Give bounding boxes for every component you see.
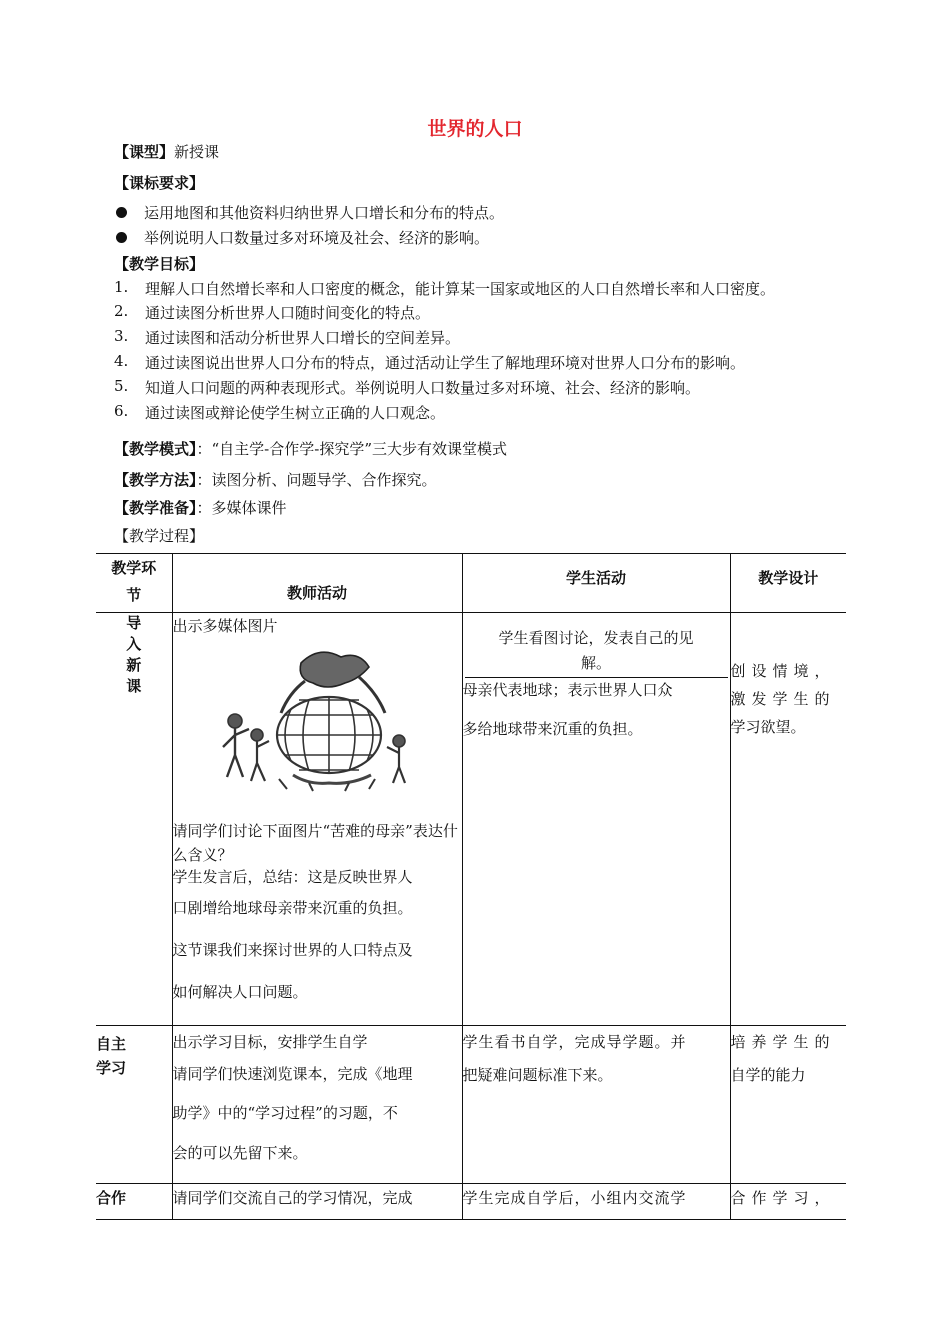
teacher-cell — [172, 1184, 462, 1220]
table-header-row — [96, 554, 846, 613]
process-table — [96, 553, 846, 1220]
objective-item — [114, 278, 128, 296]
table-row — [96, 1184, 846, 1220]
design-cell — [730, 613, 846, 1026]
student-cell — [462, 613, 730, 1026]
mode-value: ：“自主学-合作学-探究学”三大步有效课堂模式 — [196, 440, 507, 458]
design-line: 激发学生的 — [730, 690, 836, 708]
stage-cell — [96, 1026, 172, 1184]
student-line: 学生看图讨论，发表自己的见 — [498, 629, 694, 647]
mode-label: 【教学模式】 — [114, 440, 197, 458]
method-label: 【教学方法】 — [114, 471, 197, 489]
design-line: 自学的能力 — [730, 1066, 806, 1084]
teacher-line: 出示学习目标，安排学生自学 — [172, 1033, 368, 1051]
table-row — [96, 1026, 846, 1184]
teacher-line: 请同学们快速浏览课本，完成《地理 — [172, 1065, 413, 1083]
teacher-cell — [172, 1026, 462, 1184]
stage-text: 自主 — [96, 1035, 127, 1053]
lesson-type-label: 【课型】 — [114, 143, 175, 161]
prep-value: ：多媒体课件 — [196, 499, 287, 517]
student-line: 把疑难问题标准下来。 — [462, 1066, 613, 1084]
objective-num: 3. — [114, 327, 129, 345]
design-line: 合作学习， — [730, 1189, 836, 1207]
student-line: 学生完成自学后，小组内交流学 — [462, 1189, 687, 1207]
objective-item — [114, 402, 128, 420]
student-cell — [462, 1026, 730, 1184]
bullet-icon — [116, 207, 127, 218]
standard-item: 运用地图和其他资料归纳世界人口增长和分布的特点。 — [144, 204, 505, 222]
teacher-line: 请同学们讨论下面图片“苦难的母亲”表达什么含义？ — [172, 822, 458, 864]
objective-num: 2. — [114, 302, 129, 320]
design-cell — [730, 1184, 846, 1220]
design-cell — [730, 1026, 846, 1184]
objective-text: 知道人口问题的两种表现形式。举例说明人口数量过多对环境、社会、经济的影响。 — [145, 379, 701, 397]
standard-item: 举例说明人口数量过多对环境及社会、经济的影响。 — [144, 229, 490, 247]
teacher-line: 助学》中的“学习过程”的习题，不 — [172, 1104, 398, 1122]
stage-char: 导 — [126, 614, 142, 632]
stage-text: 合作 — [96, 1189, 127, 1207]
header-stage-line: 教学环 — [111, 559, 157, 577]
student-line: 母亲代表地球；表示世界人口众 — [462, 681, 673, 699]
teacher-line: 学生发言后，总结：这是反映世界人 — [172, 868, 413, 886]
stage-cell — [96, 1184, 172, 1220]
teacher-line: 这节课我们来探讨世界的人口特点及 — [172, 941, 413, 959]
objective-text: 通过读图说出世界人口分布的特点，通过活动让学生了解地理环境对世界人口分布的影响。 — [145, 354, 746, 372]
teacher-line: 出示多媒体图片 — [172, 617, 278, 635]
teacher-line: 口剧增给地球母亲带来沉重的负担。 — [172, 899, 413, 917]
teacher-line: 如何解决人口问题。 — [172, 983, 308, 1001]
header-stage-line: 节 — [126, 586, 142, 604]
objective-text: 通过读图或辩论使学生树立正确的人口观念。 — [145, 404, 446, 422]
prep-line — [114, 497, 287, 518]
suffering-mother-illustration — [209, 643, 409, 793]
teacher-line: 会的可以先留下来。 — [172, 1144, 308, 1162]
objective-text: 理解人口自然增长率和人口密度的概念，能计算某一国家或地区的人口自然增长率和人口密度。 — [145, 280, 776, 298]
lesson-type-value: 新授课 — [174, 143, 220, 161]
design-line: 培养学生的 — [730, 1033, 836, 1051]
page-title: 世界的人口 — [427, 118, 523, 140]
student-line: 学生看书自学，完成导学题。并 — [462, 1033, 687, 1051]
objective-text: 通过读图和活动分析世界人口增长的空间差异。 — [145, 329, 461, 347]
objectives-label: 【教学目标】 — [114, 255, 205, 273]
student-cell — [462, 1184, 730, 1220]
stage-text: 学习 — [96, 1059, 127, 1077]
stage-char: 新 — [126, 656, 142, 674]
header-student: 学生活动 — [462, 554, 730, 613]
mode-line — [114, 438, 507, 459]
objective-num: 6. — [114, 402, 129, 420]
table-row — [96, 613, 846, 1026]
method-line — [114, 469, 437, 490]
header-stage — [96, 554, 172, 613]
objective-text: 通过读图分析世界人口随时间变化的特点。 — [145, 304, 431, 322]
stage-cell — [96, 613, 172, 1026]
objective-num: 4. — [114, 352, 129, 370]
process-label: 【教学过程】 — [114, 527, 205, 545]
header-design: 教学设计 — [730, 554, 846, 613]
prep-label: 【教学准备】 — [114, 499, 197, 517]
bullet-icon — [116, 232, 127, 243]
stage-char: 课 — [126, 677, 142, 695]
header-teacher: 教师活动 — [172, 554, 462, 613]
stage-char: 入 — [126, 635, 142, 653]
objective-item — [114, 327, 128, 345]
objective-item — [114, 352, 128, 370]
teacher-line: 请同学们交流自己的学习情况，完成 — [172, 1189, 413, 1207]
method-value: ：读图分析、问题导学、合作探究。 — [196, 471, 437, 489]
teacher-cell — [172, 613, 462, 1026]
objective-item — [114, 302, 128, 320]
standards-label: 【课标要求】 — [114, 174, 205, 192]
lesson-type-line — [114, 141, 219, 162]
design-line: 学习欲望。 — [730, 718, 806, 736]
student-box — [465, 625, 728, 678]
objective-num: 1. — [114, 278, 129, 296]
objective-item — [114, 377, 128, 395]
design-line: 创设情境， — [730, 662, 836, 680]
student-line: 多给地球带来沉重的负担。 — [462, 720, 643, 738]
objective-num: 5. — [114, 377, 129, 395]
student-line: 解。 — [580, 654, 611, 672]
